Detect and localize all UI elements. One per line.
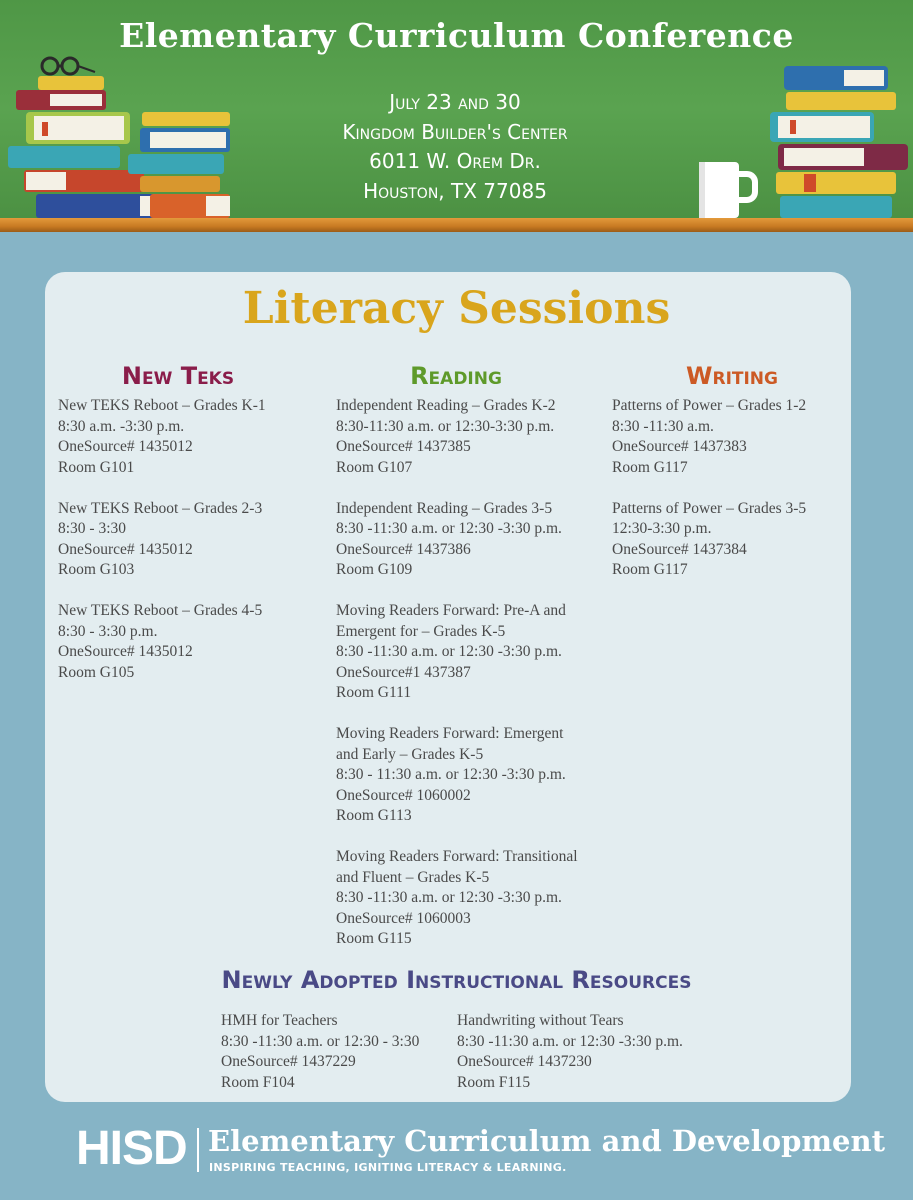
session-title: Moving Readers Forward: Transitional — [336, 848, 578, 865]
resource-onesource: OneSource# 1437230 — [457, 1053, 592, 1070]
session-item — [58, 499, 266, 581]
resource-room: Room F115 — [457, 1073, 531, 1091]
reading-sessions — [336, 396, 578, 970]
session-room: Room G113 — [336, 807, 412, 824]
venue-location: Kingdom Builder's Center — [342, 119, 568, 144]
resource-title: Handwriting without Tears — [457, 1012, 624, 1029]
session-room: Room G109 — [336, 561, 413, 578]
session-onesource: OneSource# 1437385 — [336, 438, 471, 455]
session-title-cont: and Fluent – Grades K-5 — [336, 868, 490, 886]
footer-divider — [197, 1128, 199, 1172]
session-title-cont: Emergent for – Grades K-5 — [336, 622, 506, 640]
venue-street: 6011 W. Orem Dr. — [369, 149, 541, 173]
chalkboard-ledge — [0, 218, 913, 232]
session-title: Moving Readers Forward: Emergent — [336, 725, 564, 742]
session-room: Room G103 — [58, 561, 135, 578]
session-time: 8:30 -11:30 a.m. — [612, 417, 714, 435]
session-item — [336, 847, 578, 950]
session-time: 8:30 a.m. -3:30 p.m. — [58, 417, 185, 435]
session-time: 8:30 - 3:30 p.m. — [58, 622, 158, 640]
session-onesource: OneSource# 1435012 — [58, 540, 193, 558]
session-onesource: OneSource# 1060002 — [336, 786, 471, 804]
column-heading-writing: Writing — [686, 362, 778, 390]
session-onesource: OneSource#1 437387 — [336, 663, 471, 681]
resource-item-hmh — [221, 1011, 419, 1093]
resource-time: 8:30 -11:30 a.m. or 12:30 - 3:30 — [221, 1032, 420, 1050]
session-time: 12:30-3:30 p.m. — [612, 520, 712, 537]
session-item — [612, 499, 806, 581]
resource-title: HMH for Teachers — [221, 1012, 338, 1029]
session-onesource: OneSource# 1435012 — [58, 643, 193, 660]
conference-title: Elementary Curriculum Conference — [119, 16, 794, 55]
department-name: Elementary Curriculum and Development — [208, 1124, 885, 1158]
resource-item-handwriting — [457, 1011, 683, 1093]
resource-onesource: OneSource# 1437229 — [221, 1053, 356, 1070]
venue-city: Houston, TX 77085 — [363, 178, 547, 203]
session-onesource: OneSource# 1435012 — [58, 438, 193, 455]
session-room: Room G101 — [58, 458, 135, 476]
session-title: New TEKS Reboot – Grades 4-5 — [58, 602, 263, 619]
session-room: Room G111 — [336, 684, 412, 701]
session-time: 8:30 -11:30 a.m. or 12:30 -3:30 p.m. — [336, 643, 562, 660]
session-onesource: OneSource# 1437386 — [336, 540, 471, 558]
session-title: Independent Reading – Grades 3-5 — [336, 499, 553, 517]
session-room: Room G117 — [612, 458, 688, 476]
column-heading-new-teks: New Teks — [121, 362, 235, 390]
session-item — [336, 499, 578, 581]
session-room: Room G115 — [336, 930, 412, 947]
session-title: Patterns of Power – Grades 1-2 — [612, 397, 807, 414]
session-time: 8:30 - 11:30 a.m. or 12:30 -3:30 p.m. — [336, 766, 566, 783]
session-title: New TEKS Reboot – Grades K-1 — [58, 397, 266, 414]
coffee-mug-icon — [695, 160, 759, 220]
session-title-cont: and Early – Grades K-5 — [336, 745, 484, 763]
session-title: Moving Readers Forward: Pre-A and — [336, 602, 566, 619]
column-heading-reading: Reading — [410, 362, 502, 390]
writing-sessions — [612, 396, 806, 601]
session-room: Room G107 — [336, 458, 413, 476]
session-item — [612, 396, 806, 478]
session-item — [58, 601, 266, 683]
session-room: Room G105 — [58, 663, 135, 681]
resource-room: Room F104 — [221, 1073, 295, 1091]
department-tagline: INSPIRING TEACHING, IGNITING LITERACY & LEARNING. — [209, 1161, 567, 1174]
session-time: 8:30 -11:30 a.m. or 12:30 -3:30 p.m. — [336, 520, 562, 537]
resource-time: 8:30 -11:30 a.m. or 12:30 -3:30 p.m. — [457, 1032, 683, 1050]
venue-dates: July 23 and 30 — [389, 90, 521, 114]
venue-info — [250, 88, 660, 206]
session-item — [336, 724, 578, 827]
session-item — [58, 396, 266, 478]
session-title: Patterns of Power – Grades 3-5 — [612, 499, 807, 517]
session-onesource: OneSource# 1060003 — [336, 909, 471, 927]
session-time: 8:30-11:30 a.m. or 12:30-3:30 p.m. — [336, 417, 555, 435]
hisd-logo: HISD — [76, 1122, 187, 1175]
book-stack-right-icon — [764, 60, 913, 220]
session-title: New TEKS Reboot – Grades 2-3 — [58, 499, 263, 517]
page-title: Literacy Sessions — [242, 283, 671, 334]
new-teks-sessions — [58, 396, 266, 704]
session-onesource: OneSource# 1437383 — [612, 438, 747, 455]
session-onesource: OneSource# 1437384 — [612, 540, 747, 558]
session-time: 8:30 - 3:30 — [58, 520, 127, 537]
session-item — [336, 396, 578, 478]
session-time: 8:30 -11:30 a.m. or 12:30 -3:30 p.m. — [336, 889, 562, 906]
session-title: Independent Reading – Grades K-2 — [336, 397, 556, 414]
resources-heading: Newly Adopted Instructional Resources — [221, 966, 692, 994]
session-item — [336, 601, 578, 704]
book-stack-left-icon — [0, 54, 240, 220]
session-room: Room G117 — [612, 561, 688, 578]
